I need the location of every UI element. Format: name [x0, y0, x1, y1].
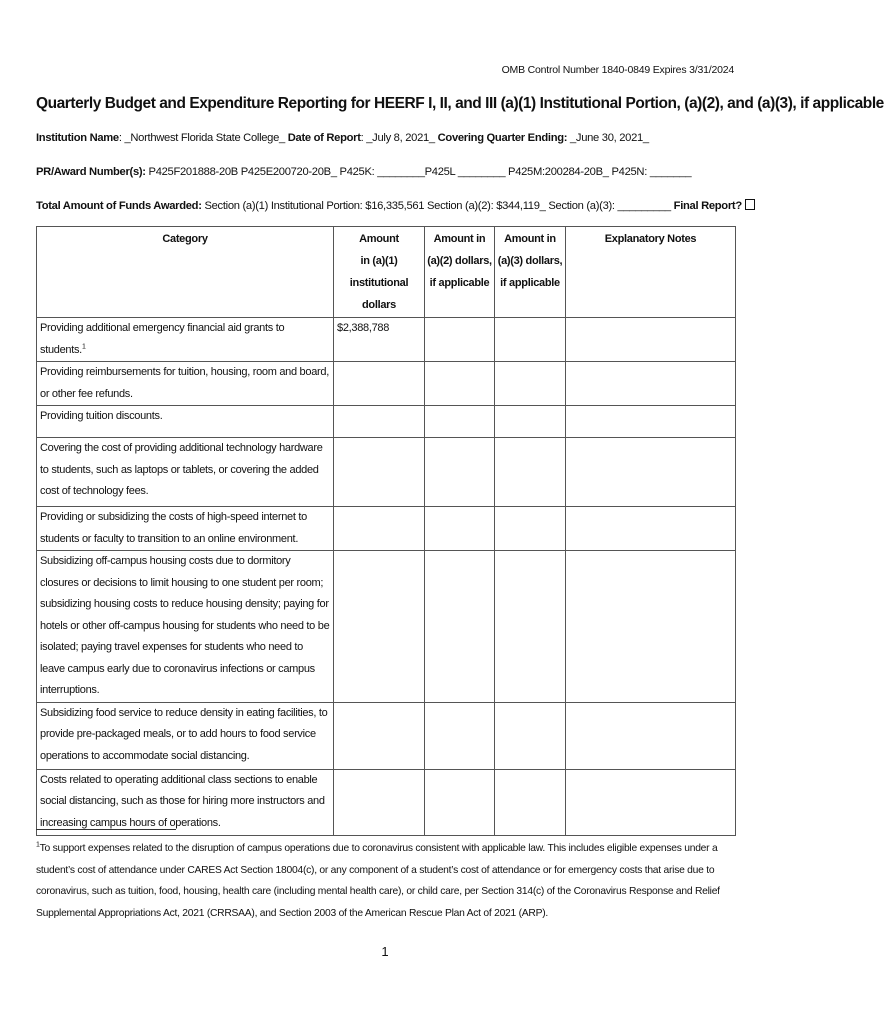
- amount-a1-cell[interactable]: [334, 438, 425, 507]
- table-row: [37, 551, 736, 703]
- award-line: [36, 166, 736, 178]
- quarter-value: _June 30, 2021_: [567, 132, 649, 144]
- budget-table: [36, 226, 736, 836]
- page-title: Quarterly Budget and Expenditure Reporting for HEERF I, II, and III (a)(1) Institutional Portion, (a)(2), and (a)(3), if applicable: [36, 95, 884, 112]
- footnote-text: To support expenses related to the disruption of campus operations due to coronavirus consistent with applicable law. This includes eligible expenses under a student’s cost of attendance under CARES Act Section 18004(c), or any component of a student’s cost of attendance or for emergency costs that arise due to coronavirus, such as tuition, food, housing, health care (including mental health care), or child care, per Section 314(c) of the Coronavirus Response and Relief Supplemental Appropriations Act, 2021 (CRRSAA), and Section 2003 of the American Rescue Plan Act of 2021 (ARP).: [36, 843, 720, 919]
- table-body: [37, 318, 736, 836]
- category-cell: [37, 702, 334, 769]
- amount-a3-cell[interactable]: [495, 551, 566, 703]
- category-cell: [37, 362, 334, 406]
- table-row: [37, 702, 736, 769]
- category-cell-text: Providing or subsidizing the costs of high-speed internet to students or faculty to transition to an online environment.: [40, 511, 307, 545]
- category-cell-text: Subsidizing food service to reduce density in eating facilities, to provide pre-packaged meals, or to add hours to food service operations to accommodate social distancing.: [40, 706, 328, 762]
- amount-a3-cell[interactable]: [495, 438, 566, 507]
- institution-label: Institution Name: [36, 132, 119, 144]
- amount-a2-cell[interactable]: [425, 507, 495, 551]
- amount-a2-cell[interactable]: [425, 438, 495, 507]
- explanatory-notes-cell[interactable]: [566, 362, 736, 406]
- table-row: [37, 406, 736, 438]
- amount-a1-cell[interactable]: [334, 507, 425, 551]
- institution-value: : _Northwest Florida State College_: [118, 132, 288, 144]
- category-cell-text: Covering the cost of providing additional technology hardware to students, such as laptops or tablets, or covering the added cost of technology fees.: [40, 442, 323, 497]
- award-value: P425F201888-20B P425E200720-20B_ P425K: ________P425L ________ P425M:200284-20B_ P425N: _______: [145, 166, 692, 178]
- category-cell: [37, 406, 334, 438]
- explanatory-notes-cell[interactable]: [566, 769, 736, 835]
- category-cell: [37, 551, 334, 703]
- omb-control-number: OMB Control Number 1840-0849 Expires 3/31/2024: [501, 64, 734, 76]
- amount-a2-cell[interactable]: [425, 702, 495, 769]
- explanatory-notes-cell[interactable]: [566, 702, 736, 769]
- final-report-label: Final Report?: [673, 200, 742, 212]
- table-row: [37, 769, 736, 835]
- amount-a1-cell[interactable]: [334, 769, 425, 835]
- table-row: [37, 318, 736, 362]
- amount-a3-cell[interactable]: [495, 406, 566, 438]
- amount-a1-cell[interactable]: [334, 406, 425, 438]
- amount-a3-cell[interactable]: [495, 318, 566, 362]
- category-cell-text: Subsidizing off-campus housing costs due to dormitory closures or decisions to limit housing to one student per room; subsidizing housing costs to reduce housing density; paying for hotels or other off-campus housing for students who need to be isolated; paying travel expenses for students who need to leave campus early due to coronavirus infections or campus interruptions.: [40, 555, 330, 696]
- footnote-divider: [36, 829, 176, 830]
- quarter-label: Covering Quarter Ending:: [437, 132, 568, 144]
- amount-a1-cell-text: $2,388,788: [337, 322, 390, 334]
- table-row: [37, 438, 736, 507]
- amount-a2-cell[interactable]: [425, 362, 495, 406]
- category-cell: [37, 769, 334, 835]
- table-header-row: [37, 227, 736, 318]
- award-label: PR/Award Number(s):: [36, 166, 146, 178]
- total-value: Section (a)(1) Institutional Portion: $16,335,561 Section (a)(2): $344,119_ Section (a)(3): _________: [201, 200, 674, 212]
- category-cell: [37, 438, 334, 507]
- amount-a2-cell[interactable]: [425, 769, 495, 835]
- explanatory-notes-cell[interactable]: [566, 406, 736, 438]
- total-funds-line: [36, 199, 742, 212]
- footnote-reference: 1: [81, 342, 86, 350]
- amount-a1-cell[interactable]: [334, 318, 425, 362]
- table-row: [37, 362, 736, 406]
- amount-a1-cell[interactable]: [334, 362, 425, 406]
- header-amount-a3: Amount in (a)(3) dollars, if applicable: [495, 227, 566, 318]
- explanatory-notes-cell[interactable]: [566, 438, 736, 507]
- amount-a3-cell[interactable]: [495, 769, 566, 835]
- total-label: Total Amount of Funds Awarded:: [36, 200, 202, 212]
- header-amount-a1: Amount in (a)(1) institutional dollars: [334, 227, 425, 318]
- date-value: : _July 8, 2021_: [360, 132, 438, 144]
- amount-a2-cell[interactable]: [425, 551, 495, 703]
- amount-a2-cell[interactable]: [425, 406, 495, 438]
- header-category: Category: [37, 227, 334, 318]
- category-cell-text: Providing reimbursements for tuition, housing, room and board, or other fee refunds.: [40, 366, 329, 400]
- page-number: 1: [381, 944, 389, 959]
- amount-a3-cell[interactable]: [495, 362, 566, 406]
- category-cell: [37, 507, 334, 551]
- category-cell-text: Providing additional emergency financial aid grants to students.: [40, 322, 285, 356]
- category-cell: [37, 318, 334, 362]
- amount-a3-cell[interactable]: [495, 507, 566, 551]
- explanatory-notes-cell[interactable]: [566, 507, 736, 551]
- category-cell-text: Providing tuition discounts.: [40, 410, 163, 422]
- institution-line: [36, 132, 736, 144]
- footnote-mark: 1: [36, 841, 40, 849]
- explanatory-notes-cell[interactable]: [566, 551, 736, 703]
- amount-a1-cell[interactable]: [334, 702, 425, 769]
- explanatory-notes-cell[interactable]: [566, 318, 736, 362]
- date-label: Date of Report: [287, 132, 361, 144]
- amount-a3-cell[interactable]: [495, 702, 566, 769]
- category-cell-text: Costs related to operating additional class sections to enable social distancing, such as those for hiring more instructors and increasing campus hours of operations.: [40, 773, 325, 829]
- footnote: [36, 838, 736, 924]
- amount-a2-cell[interactable]: [425, 318, 495, 362]
- final-report-checkbox[interactable]: [745, 199, 755, 210]
- table-row: [37, 507, 736, 551]
- amount-a1-cell[interactable]: [334, 551, 425, 703]
- header-explanatory-notes: Explanatory Notes: [566, 227, 736, 318]
- header-amount-a2: Amount in (a)(2) dollars, if applicable: [425, 227, 495, 318]
